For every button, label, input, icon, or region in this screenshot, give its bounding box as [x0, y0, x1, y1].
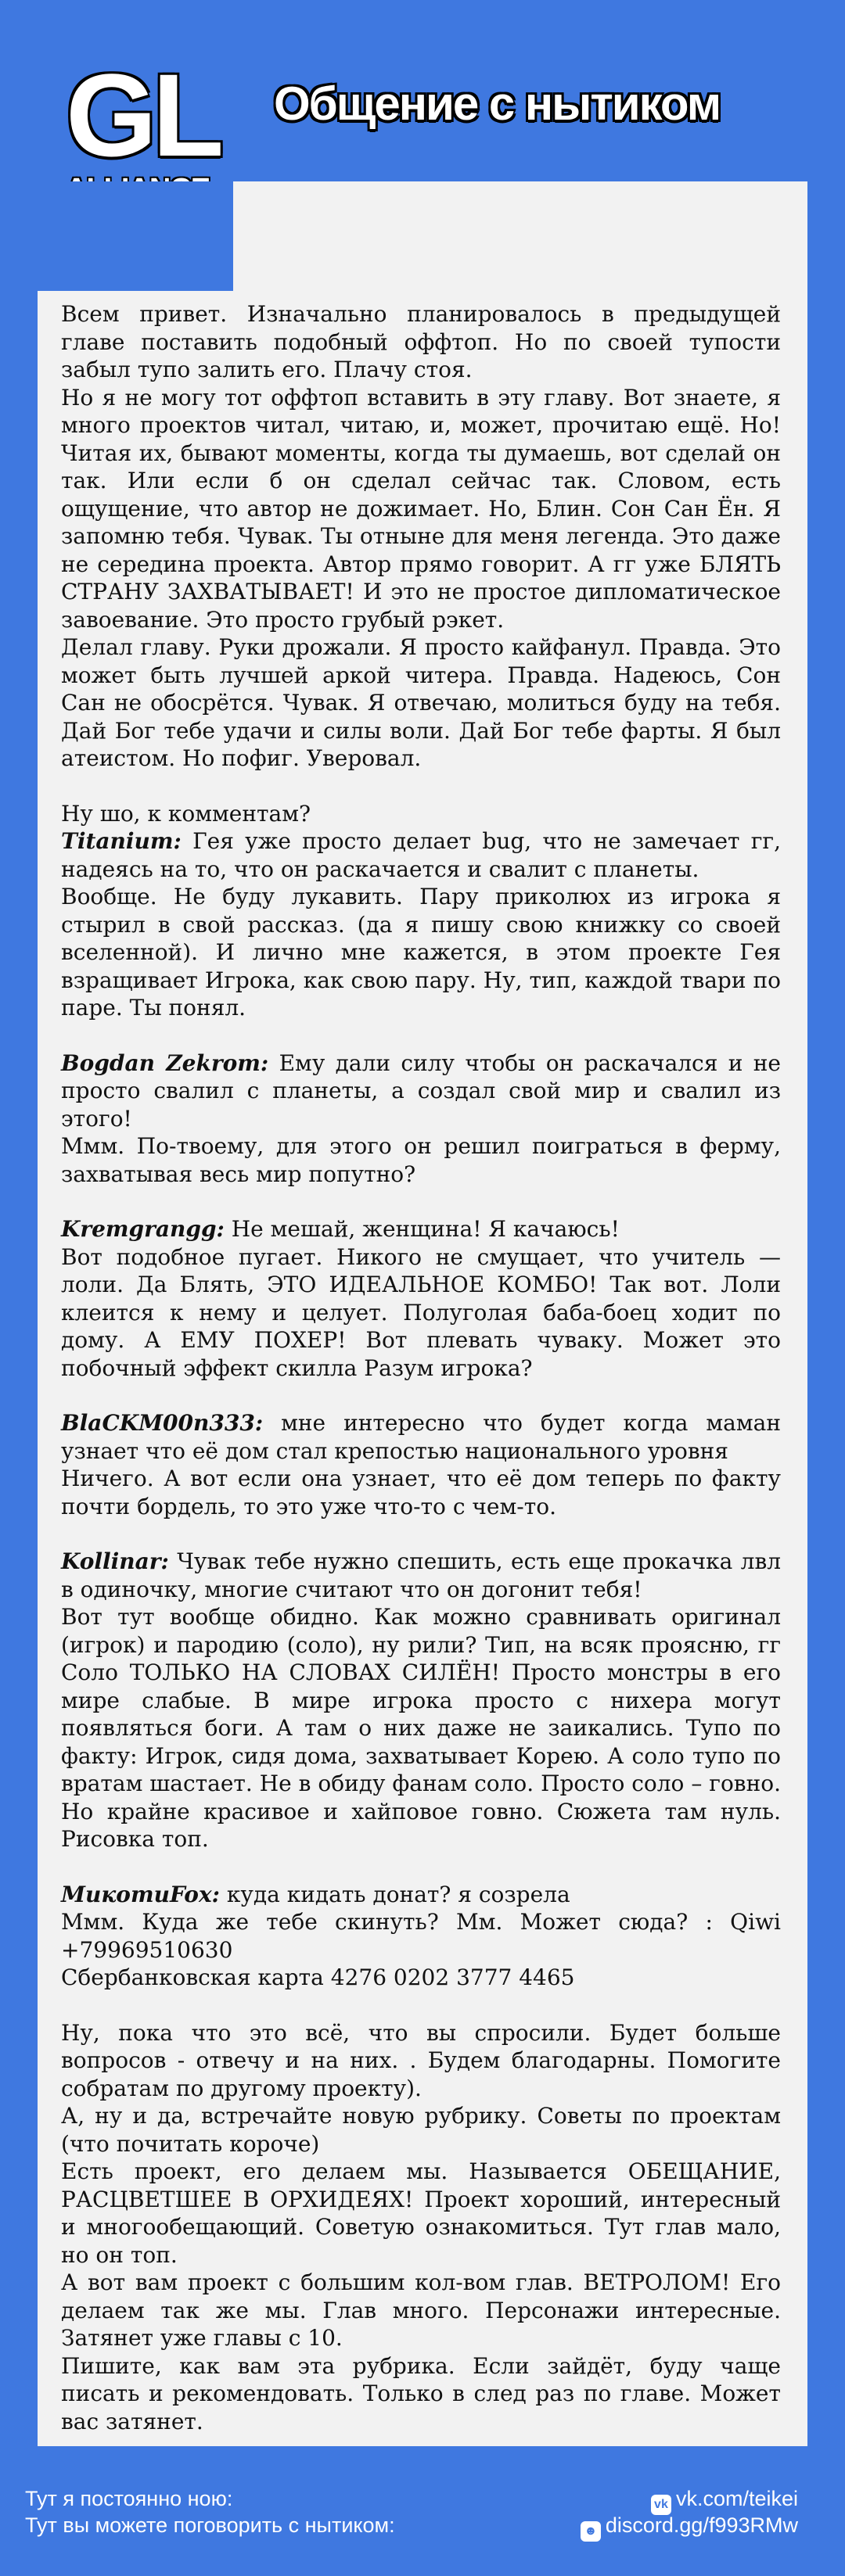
paragraph — [61, 2102, 781, 2158]
paragraph — [61, 2269, 781, 2352]
paragraph-text: куда кидать донат? я созрела — [220, 1881, 570, 1907]
panel-notch — [38, 181, 233, 291]
paragraph-text: Делал главу. Руки дрожали. Я просто кайфанул. Правда. Это может быть лучшей аркой читера. Правда. Надеюсь, Сон Сан не обосрётся. Чувак. Я отвечаю, молиться буду на тебя. Дай Бог тебе удачи и силы воли. Дай Бог тебе фарты. Я был атеистом. Но пофиг. Уверовал. — [61, 634, 781, 771]
paragraph — [61, 1465, 781, 1520]
paragraph-gap — [61, 1188, 781, 1215]
paragraph-text: А вот вам проект с большим кол-вом глав. ВЕТРОЛОМ! Его делаем так же мы. Глав много. Персонажи интересные. Затянет уже главы с 10. — [61, 2269, 781, 2351]
paragraph-text: Всем привет. Изначально планировалось в предыдущей главе поставить подобный оффтоп. Но по своей тупости забыл тупо залить его. Плачу стоя. — [61, 301, 781, 382]
footer-discord-caption: Тут вы можете поговорить с нытиком: — [25, 2513, 395, 2537]
paragraph — [61, 1603, 781, 1853]
comment-paragraph — [61, 827, 781, 883]
article-body — [61, 300, 781, 2435]
paragraph-gap — [61, 1853, 781, 1881]
paragraph-text: Пишите, как вам эта рубрика. Если зайдёт, буду чаще писать и рекомендовать. Только в след раз по главе. Может вас затянет. — [61, 2352, 781, 2434]
commenter-name: Titanium: — [61, 828, 182, 854]
paragraph-text: Вот подобное пугает. Никого не смущает, что учитель — лоли. Да Блять, ЭТО ИДЕАЛЬНОЕ КОМБО! Так вот. Лоли клеится к нему и целует. Полуголая баба-боец ходит по дому. А ЕМУ ПОХЕР! Вот плевать чуваку. Может это побочный эффект скилла Разум игрока? — [61, 1243, 781, 1381]
paragraph-gap — [61, 1022, 781, 1049]
paragraph — [61, 384, 781, 634]
paragraph — [61, 883, 781, 1022]
comment-paragraph — [61, 1409, 781, 1465]
paragraph — [61, 1964, 781, 1992]
paragraph — [61, 1243, 781, 1383]
paragraph-text: Есть проект, его делаем мы. Называется ОБЕЩАНИЕ, РАСЦВЕТШЕЕ В ОРХИДЕЯХ! Проект хороший, интересный и многообещающий. Советую ознакомиться. Тут глав мало, но он топ. — [61, 2158, 781, 2268]
paragraph-text: Ну шо, к комментам? — [61, 800, 311, 827]
paragraph-text: Ничего. А вот если она узнает, что её дом теперь по факту почти бордель, то это уже что-то с чем-то. — [61, 1466, 781, 1519]
paragraph — [61, 1908, 781, 1964]
paragraph-text: Вообще. Не буду лукавить. Пару приколюх из игрока я стырил в свой рассказ. (да я пишу свою книжку со своей вселенной). И лично мне кажется, в этом проекте Гея взращивает Игрока, как свою пару. Ну, тип, каждой твари по паре. Ты понял. — [61, 884, 781, 1021]
vk-icon: vk — [651, 2495, 671, 2515]
footer-vk-caption: Тут я постоянно ною: — [25, 2487, 233, 2510]
commenter-name: Kollinar: — [61, 1548, 169, 1574]
paragraph — [61, 1132, 781, 1188]
vk-link-text: vk.com/teikei — [675, 2487, 798, 2510]
discord-icon: ☻ — [581, 2521, 601, 2542]
footer — [0, 2471, 845, 2576]
paragraph-gap — [61, 1520, 781, 1548]
paragraph-text: Но я не могу тот оффтоп вставить в эту главу. Вот знаете, я много проектов читал, читаю, и, может, прочитаю ещё. Но! Читая их, бывают моменты, когда ты думаешь, вот сделай он так. Или если б он сделал сейчас так. Словом, есть ощущение, что автор не дожимает. Но, Блин. Сон Сан Ён. Я запомню тебя. Чувак. Ты отныне для меня легенда. Это даже не середина проекта. Автор прямо говорит. А гг уже БЛЯТЬ СТРАНУ ЗАХВАТЫВАЕТ! И это не простое дипломатическое завоевание. Это просто грубый рэкет. — [61, 384, 781, 633]
commenter-name: Bogdan Zekrom: — [61, 1049, 269, 1076]
paragraph-text: Ммм. По-твоему, для этого он решил поиграться в ферму, захватывая весь мир попутно? — [61, 1133, 781, 1187]
paragraph-text: Чувак тебе нужно спешить, есть еще прокачка лвл в одиночку, многие считают что он догонит тебя! — [61, 1548, 781, 1602]
paragraph-text: Ммм. Куда же тебе скинуть? Мм. Может сюда? : Qiwi +79969510630 — [61, 1909, 781, 1963]
commenter-name: Kremgrangg: — [61, 1216, 225, 1242]
page-title: Общение с нытиком — [274, 77, 721, 130]
paragraph-gap — [61, 1382, 781, 1409]
paragraph-gap — [61, 773, 781, 800]
footer-discord-link[interactable] — [581, 2513, 798, 2542]
paragraph — [61, 2158, 781, 2269]
comment-paragraph — [61, 1215, 781, 1243]
discord-link-text: discord.gg/f993RMw — [605, 2513, 798, 2537]
paragraph-text: Ну, пока что это всё, что вы спросили. Будет больше вопросов - отвечу и на них. . Будем благодарны. Помогите собратам по другому проекту). — [61, 2019, 781, 2101]
paragraph-text: мне интересно что будет когда маман узнает что её дом стал крепостью национального уровня — [61, 1410, 781, 1464]
comment-paragraph — [61, 1548, 781, 1603]
paragraph-gap — [61, 1992, 781, 2019]
paragraph-text: Сбербанковская карта 4276 0202 3777 4465 — [61, 1964, 575, 1990]
logo-gl-text: GL — [66, 49, 220, 181]
paragraph — [61, 2352, 781, 2436]
paragraph — [61, 800, 781, 828]
paragraph-text: Ему дали силу чтобы он раскачался и не просто свалил с планеты, а создал свой мир и свалил из этого! — [61, 1049, 781, 1132]
paragraph-text: Гея уже просто делает bug, что не замечает гг, надеясь на то, что он раскачается и свалит с планеты. — [61, 828, 781, 882]
paragraph — [61, 633, 781, 773]
paragraph-text: А, ну и да, встречайте новую рубрику. Советы по проектам (что почитать короче) — [61, 2103, 781, 2157]
paragraph — [61, 2019, 781, 2103]
commenter-name: BlaCKM00n333: — [61, 1410, 264, 1436]
footer-vk-link[interactable] — [651, 2487, 798, 2515]
comment-paragraph — [61, 1881, 781, 1909]
comment-paragraph — [61, 1049, 781, 1133]
paragraph-text: Вот тут вообще обидно. Как можно сравнивать оригинал (игрок) и пародию (соло), ну рили? Тип, на всяк проясню, гг Соло ТОЛЬКО НА СЛОВАХ СИЛЁН! Просто монстры в его мире слабые. В мире игрока просто с нихера могут появляться боги. А там о них даже не заикались. Тупо по факту: Игрок, сидя дома, захватывает Корею. А соло тупо по вратам шастает. Не в обиду фанам соло. Просто соло – говно. Но крайне красивое и хайповое говно. Сюжета там нуль. Рисовка топ. — [61, 1604, 781, 1852]
commenter-name: MикотиFox: — [61, 1881, 221, 1907]
paragraph — [61, 300, 781, 384]
paragraph-text: Не мешай, женщина! Я качаюсь! — [224, 1216, 620, 1242]
